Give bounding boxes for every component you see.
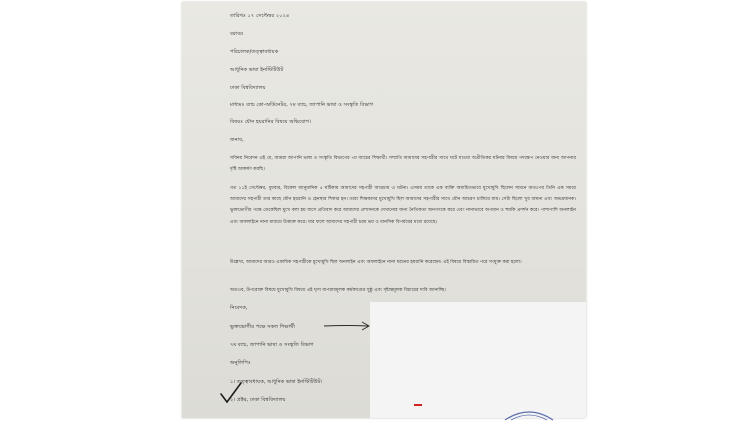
hand-drawn-arrow-icon xyxy=(322,320,372,332)
checkmark-icon xyxy=(218,380,244,406)
recipient-title: পরিচালক/তত্ত্বাবধায়ক xyxy=(230,49,279,55)
closing: নিবেদক, xyxy=(230,305,248,311)
through-line: মাধ্যমঃ ব্যাচ কো-অর্ডিনেটর, ৭ম ব্যাচ, জাপানি ভাষা ও সংস্কৃতি বিভাগ xyxy=(230,102,374,108)
paragraph-incident: গত ১১ই সেপ্টেম্বর, বুধবার, বিকেল আনুমানিক ৫ ঘটিকায় আমাদের সহপাঠী আড্ডায় এ ঘটনা। এসময় তাকে এক ব্যক্তি অযাচিতভাবে মুখোমুখি ছিলেন সামনে অতঃপর তিনি এক সময়ে আমাদের সহপাঠী তার কাছে যৌন হয়রানি ও হেনস্থার শিকার হন। তারা শিক্ষকদের মুখোমুখি ছিল আমাদের সহপাঠীর সাথে যৌন আচরণ চালিয়ে যায়। সেটা ছিলো খুব জঘন্য এবং অভদ্রজনক। ভুক্তভোগীর পক্ষে ডেকেছিল মুখে বলা হয় বাসে প্রতিবাদ করে আমাদের প্রশাসনকে দেখানোর জন্য নৈতিকতা জনগণকে করে এবং নানাভাবে অপমান ও হুমকি প্রদর্শন করে। পাশাপাশি অনলাইন এবং অফলাইনে নানা মাধ্যমে উত্ত্যক্ত করে। যার ফলে আমাদের সহপাঠী চরম ভয় ও মানসিক বিপর্যয়ের মধ্যে রয়েছে। xyxy=(230,186,576,225)
sender-batch: ৭ম ব্যাচ, জাপানি ভাষা ও সংস্কৃতি বিভাগ xyxy=(230,342,314,348)
recipient-university: ঢাকা বিশ্ববিদ্যালয় xyxy=(230,85,266,91)
cc-item-1: ১। তত্ত্বাবধায়ক, আধুনিক ভাষা ইনস্টিটিউট। xyxy=(230,379,323,385)
red-ink-mark xyxy=(414,404,422,406)
letter-date: তারিখঃ ১৭ সেপ্টেম্বর ২০২৪ xyxy=(230,13,290,19)
recipient-institute: আধুনিক ভাষা ইনস্টিটিউট xyxy=(230,67,284,73)
paragraph-additional: উল্লেখ্য, আমাদের আরও একাধিক সহপাঠীকে মুখোমুখি ছিল অনলাইন এবং অফলাইনে নানা ধরনের হয়রানি করেছেন। এই বিষয়ে বিস্তারিত পরে সংযুক্ত করা হলো। xyxy=(230,260,522,265)
redacted-area xyxy=(370,302,586,418)
salutation: জনাব, xyxy=(230,137,244,143)
paragraph-intro: সবিনয় নিবেদন এই যে, আমরা জাপানি ভাষা ও সংস্কৃতি বিভাগের ৭ম ব্যাচের শিক্ষার্থী। সম্প্রতি আমাদের সহপাঠীর সাথে ঘটে যাওয়া অপ্রীতিকর ঘটনার বিষয়ে পদক্ষেপ নেওয়ার জন্য আপনার দৃষ্টি আকর্ষণ করছি। xyxy=(230,156,576,173)
stamp-icon xyxy=(503,408,555,422)
paragraph-request: অতএব, উপরোক্ত বিষয়ে মুখোমুখি বিষয়ে এই ঘৃণ্য অপরাধমূলক কর্মকাণ্ডের সুষ্ঠু এবং দৃষ্টান্তমূলক বিচারের দাবি জানাচ্ছি। xyxy=(230,288,446,293)
subject-line: বিষয়ঃ যৌন হয়রানির বিষয়ে অভিযোগ। xyxy=(230,119,311,125)
cc-item-2: ২। প্রক্টর, ঢাকা বিশ্ববিদ্যালয় xyxy=(230,397,286,403)
sender: ভুক্তভোগীর পক্ষে সকল শিক্ষার্থী xyxy=(230,324,295,330)
cc-label: অনুলিপিঃ xyxy=(230,360,251,366)
to-label: বরাবর xyxy=(230,31,243,37)
letter-paper xyxy=(182,2,586,418)
